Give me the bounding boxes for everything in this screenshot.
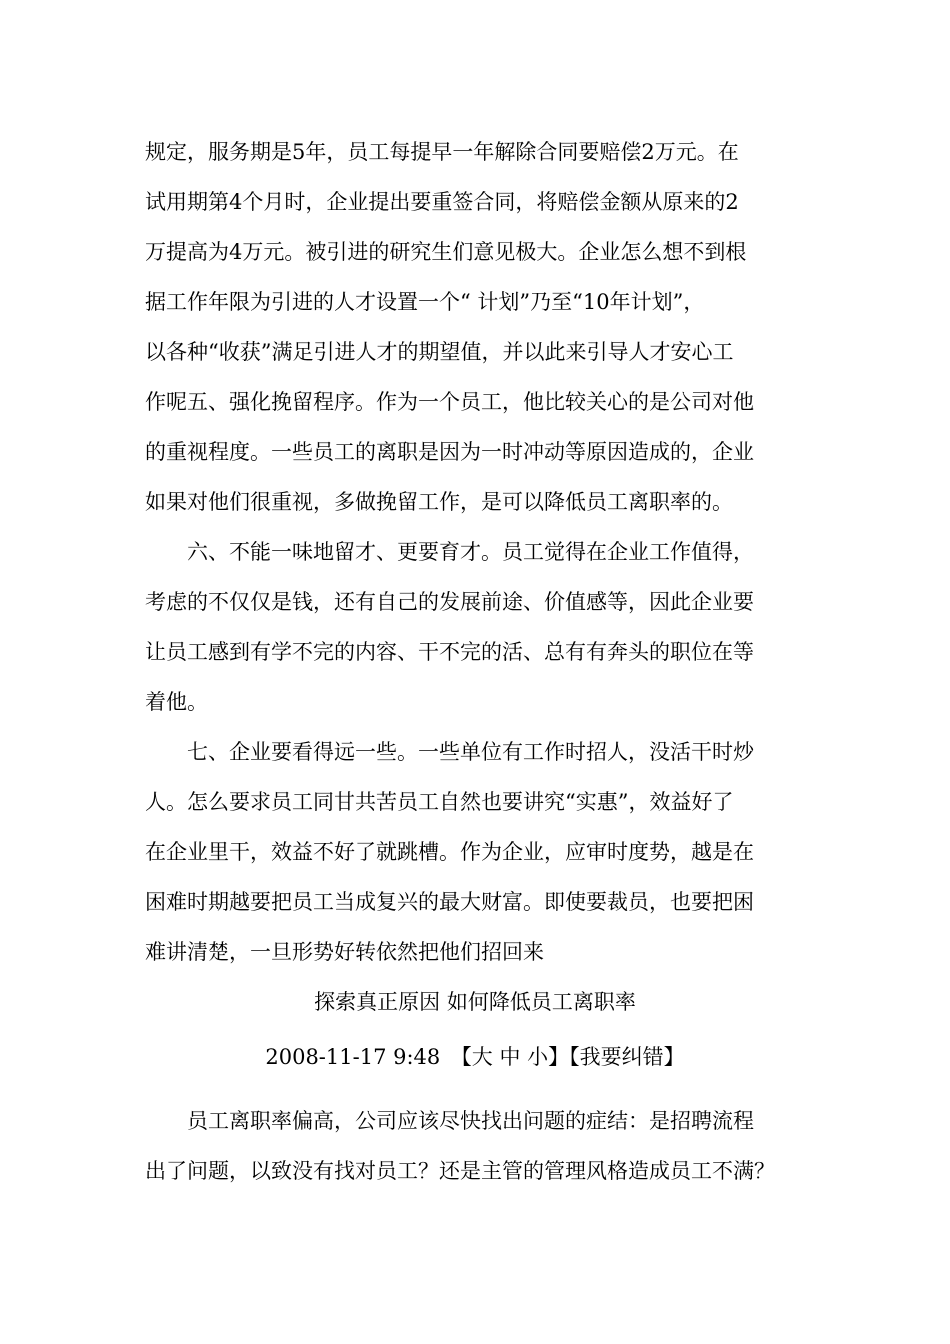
text-line: 出了问题，以致没有找对员工？还是主管的管理风格造成员工不满？ — [145, 1159, 775, 1183]
text-line: 规定，服务期是5年，员工每提早一年解除合同要赔偿2万元。在 — [145, 140, 739, 164]
text-line: 作呢五、强化挽留程序。作为一个员工，他比较关心的是公司对他 — [145, 390, 754, 414]
text-line: 万提高为4万元。被引进的研究生们意见极大。企业怎么想不到根 — [145, 240, 747, 264]
text-line: 七、企业要看得远一些。一些单位有工作时招人，没活干时炒 — [145, 740, 754, 764]
text-line: 如果对他们很重视，多做挽留工作，是可以降低员工离职率的。 — [145, 490, 733, 514]
text-line: 以各种“收获”满足引进人才的期望值，并以此来引导人才安心工 — [145, 340, 734, 364]
text-line: 着他。 — [145, 690, 208, 714]
article-meta: 2008-11-17 9:48 【大 中 小】【我要纠错】 — [265, 1045, 685, 1069]
text-line: 在企业里干，效益不好了就跳槽。作为企业，应审时度势，越是在 — [145, 840, 754, 864]
text-line: 试用期第4个月时，企业提出要重签合同，将赔偿金额从原来的2 — [145, 190, 739, 214]
text-line: 员工离职率偏高，公司应该尽快找出问题的症结：是招聘流程 — [145, 1109, 754, 1133]
text-line: 据工作年限为引进的人才设置一个“ 计划”乃至“10年计划”， — [145, 290, 705, 314]
text-line: 困难时期越要把员工当成复兴的最大财富。即使要裁员，也要把困 — [145, 890, 754, 914]
text-line: 六、不能一味地留才、更要育才。员工觉得在企业工作值得， — [145, 540, 754, 564]
article-title: 探索真正原因 如何降低员工离职率 — [314, 990, 636, 1014]
text-line: 让员工感到有学不完的内容、干不完的活、总有有奔头的职位在等 — [145, 640, 754, 664]
text-line: 的重视程度。一些员工的离职是因为一时冲动等原因造成的，企业 — [145, 440, 754, 464]
text-line: 人。怎么要求员工同甘共苦员工自然也要讲究“实惠”，效益好了 — [145, 790, 734, 814]
text-line: 考虑的不仅仅是钱，还有自己的发展前途、价值感等，因此企业要 — [145, 590, 754, 614]
text-line: 难讲清楚，一旦形势好转依然把他们招回来 — [145, 940, 544, 964]
